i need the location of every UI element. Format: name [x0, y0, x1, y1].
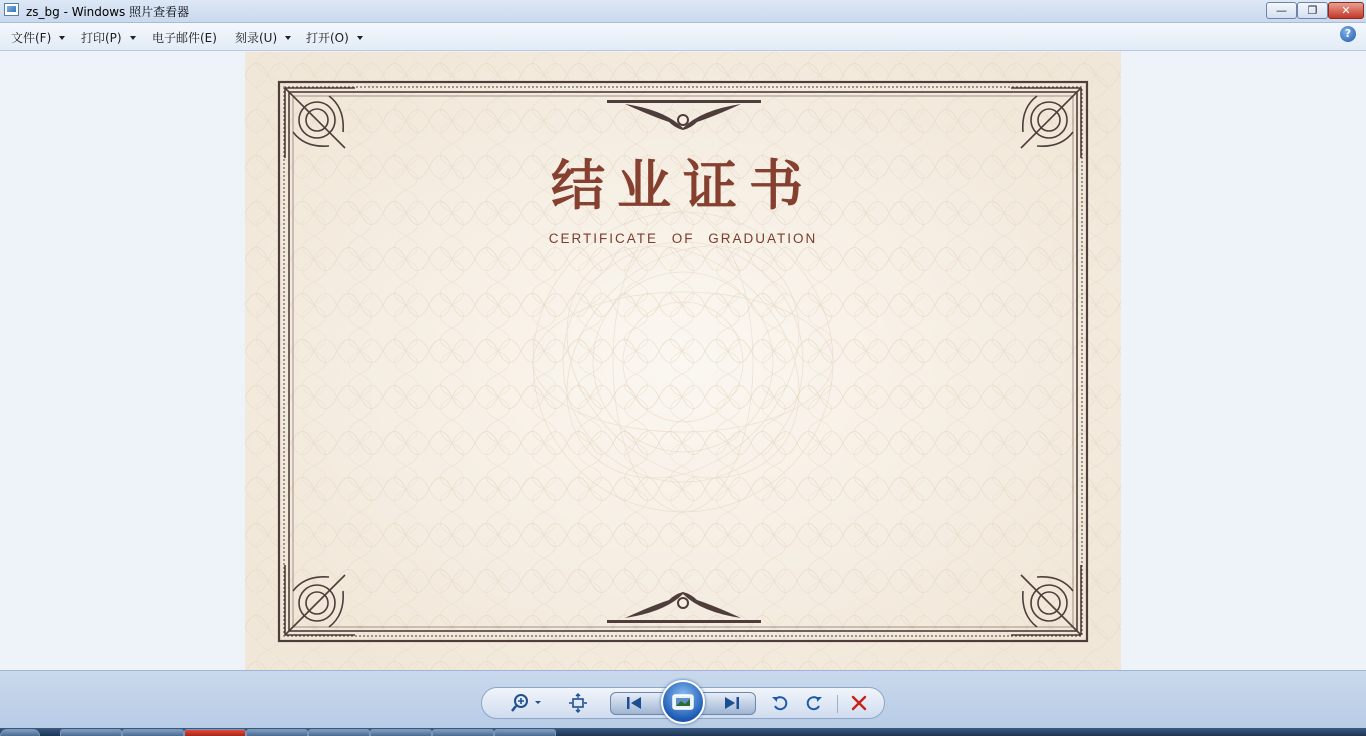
taskbar-app-5[interactable] — [308, 729, 370, 736]
slideshow-button[interactable] — [661, 680, 705, 724]
menu-burn[interactable] — [235, 29, 291, 46]
menu-open[interactable] — [306, 29, 363, 46]
title-bar — [0, 0, 1366, 23]
start-button[interactable] — [0, 729, 40, 736]
rotate-left-button[interactable] — [768, 691, 792, 715]
help-icon[interactable]: ? — [1340, 26, 1356, 42]
menu-email[interactable] — [152, 29, 217, 46]
close-icon: ✕ — [1341, 4, 1351, 17]
menu-file-label: 文件(F) — [11, 31, 52, 45]
certificate-image — [245, 52, 1121, 670]
menu-email-label: 电子邮件(E) — [152, 31, 217, 45]
slideshow-icon — [672, 693, 694, 711]
restore-icon: ❐ — [1307, 4, 1318, 17]
rotate-right-button[interactable] — [802, 691, 826, 715]
taskbar-app-6[interactable] — [370, 729, 432, 736]
menu-open-label: 打开(O) — [306, 31, 349, 45]
photo-viewer-app-icon[interactable] — [4, 3, 19, 16]
dropdown-arrow-icon — [59, 36, 65, 40]
menu-print-label: 打印(P) — [81, 31, 122, 45]
toolbar-divider — [837, 695, 838, 713]
previous-button[interactable] — [622, 691, 646, 715]
next-button[interactable] — [720, 691, 744, 715]
minimize-icon: — — [1276, 4, 1287, 17]
close-button[interactable] — [1328, 2, 1364, 19]
window-title: zs_bg - Windows 照片查看器 — [26, 5, 190, 19]
taskbar-app-2[interactable] — [122, 729, 184, 736]
menu-print[interactable] — [81, 29, 136, 46]
delete-button[interactable] — [847, 691, 871, 715]
rotate-clockwise-icon — [805, 694, 823, 712]
delete-icon — [851, 695, 867, 711]
dropdown-arrow-icon — [285, 36, 291, 40]
taskbar-app-4[interactable] — [246, 729, 308, 736]
control-bar — [0, 670, 1366, 729]
certificate-subtitle: CERTIFICATE OF GRADUATION — [548, 231, 818, 246]
fit-window-icon — [568, 693, 588, 713]
dropdown-arrow-icon — [357, 36, 363, 40]
taskbar-app-1[interactable] — [60, 729, 122, 736]
taskbar-app-8[interactable] — [494, 729, 556, 736]
menu-bar — [0, 23, 1366, 51]
maximize-button[interactable] — [1297, 2, 1328, 19]
next-icon — [723, 696, 741, 710]
taskbar-app-7[interactable] — [432, 729, 494, 736]
dropdown-arrow-icon — [130, 36, 136, 40]
menu-burn-label: 刻录(U) — [235, 31, 278, 45]
zoom-button[interactable] — [509, 691, 543, 715]
actual-size-button[interactable] — [566, 691, 590, 715]
taskbar-app-3[interactable] — [184, 729, 246, 736]
certificate-title: 结业证书 — [551, 153, 815, 217]
menu-file[interactable] — [11, 29, 65, 46]
rotate-counterclockwise-icon — [771, 694, 789, 712]
previous-icon — [625, 696, 643, 710]
minimize-button[interactable] — [1266, 2, 1297, 19]
zoom-icon — [511, 693, 541, 713]
